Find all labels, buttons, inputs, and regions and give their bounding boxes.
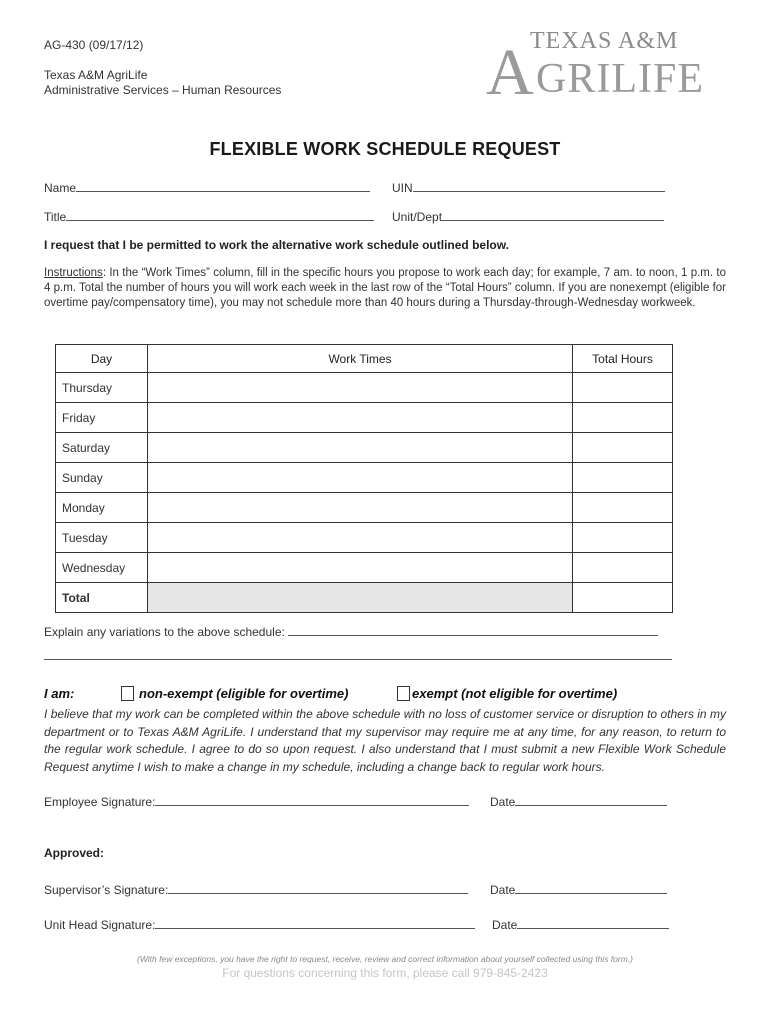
unit-field[interactable] (442, 209, 664, 221)
day-cell: Wednesday (56, 553, 148, 583)
acknowledgement-text: I believe that my work can be completed within the above schedule with no loss of customer service or disruption to others in my department or to Texas A&M AgriLife. I understand that my supervisor may require me at any time, for any reason, to return to the regular work schedule. I agree to do so upon request. I also understand that I must submit a new Flexible Work Schedule Request anytime I wish to make a change in my schedule, including a change back to regular work hours. (44, 707, 726, 774)
work-times-cell[interactable] (148, 523, 573, 553)
day-cell: Monday (56, 493, 148, 523)
work-times-cell[interactable] (148, 553, 573, 583)
explain-field-line2[interactable] (44, 659, 672, 660)
col-header-total-hours: Total Hours (573, 345, 673, 373)
instructions (44, 266, 726, 311)
unit-label: Unit/Dept (392, 210, 443, 224)
employee-date-row (490, 794, 667, 809)
unit-head-signature-row (44, 917, 475, 932)
unit-head-signature-field[interactable] (155, 917, 475, 929)
iam-label: I am: (44, 686, 75, 701)
total-hours-cell[interactable] (573, 493, 673, 523)
work-times-cell[interactable] (148, 433, 573, 463)
name-label: Name (44, 181, 77, 195)
supervisor-signature-row (44, 882, 468, 897)
total-hours-cell[interactable] (573, 373, 673, 403)
title-field[interactable] (66, 209, 374, 221)
table-row (56, 373, 673, 403)
employee-signature-label: Employee Signature: (44, 795, 156, 809)
day-cell: Friday (56, 403, 148, 433)
table-row (56, 463, 673, 493)
table-row (56, 433, 673, 463)
name-field[interactable] (76, 180, 370, 192)
page-title: FLEXIBLE WORK SCHEDULE REQUEST (209, 139, 561, 159)
total-hours-cell[interactable] (573, 433, 673, 463)
instructions-text: : In the “Work Times” column, fill in the specific hours you propose to work each day; for example, 7 am. to noon, 1 p.m. to 4 p.m. Total the number of hours you will work each week in the last row of the “Total Hours” column. If you are nonexempt (eligible for overtime pay/compensatory time), you may not schedule more than 40 hours during a Thursday-through-Wednesday workweek. (44, 267, 726, 309)
request-statement: I request that I be permitted to work the alternative work schedule outlined below. (44, 238, 509, 252)
explain-field[interactable] (288, 624, 658, 636)
logo-bottom-text: GRILIFE (536, 56, 704, 100)
supervisor-date-field[interactable] (515, 882, 667, 894)
agrilife-logo (484, 22, 724, 100)
day-cell: Tuesday (56, 523, 148, 553)
supervisor-date-row (490, 882, 667, 897)
supervisor-signature-label: Supervisor’s Signature: (44, 883, 169, 897)
total-hours-cell[interactable] (573, 553, 673, 583)
title-label: Title (44, 210, 67, 224)
work-times-cell[interactable] (148, 373, 573, 403)
table-row (56, 403, 673, 433)
uin-field[interactable] (413, 180, 665, 192)
logo-initial: A (486, 36, 534, 100)
contact-notice: For questions concerning this form, please call 979-845-2423 (222, 966, 548, 980)
total-hours-sum-cell[interactable] (573, 583, 673, 613)
work-times-cell[interactable] (148, 403, 573, 433)
work-times-cell[interactable] (148, 493, 573, 523)
exempt-label: exempt (not eligible for overtime) (412, 686, 618, 701)
uin-field-row (392, 180, 665, 195)
unit-head-date-field[interactable] (517, 917, 669, 929)
employee-date-label: Date (490, 795, 516, 809)
uin-label: UIN (392, 181, 413, 195)
day-cell: Saturday (56, 433, 148, 463)
table-row (56, 553, 673, 583)
total-shaded-cell (148, 583, 573, 613)
employee-date-field[interactable] (515, 794, 667, 806)
total-label-cell: Total (56, 583, 148, 613)
col-header-work-times: Work Times (148, 345, 573, 373)
nonexempt-label: non-exempt (eligible for overtime) (139, 686, 349, 701)
col-header-day: Day (56, 345, 148, 373)
unit-field-row (392, 209, 664, 224)
table-header-row (56, 345, 673, 373)
org-department: Administrative Services – Human Resources (44, 83, 282, 97)
instructions-label: Instructions (44, 267, 103, 279)
unit-head-date-label: Date (492, 918, 518, 932)
privacy-notice: (With few exceptions, you have the right to request, receive, review and correct information about yourself collected using this form.) (137, 954, 633, 964)
total-hours-cell[interactable] (573, 403, 673, 433)
explain-variations-row (44, 624, 658, 639)
work-times-cell[interactable] (148, 463, 573, 493)
supervisor-signature-field[interactable] (168, 882, 468, 894)
name-field-row (44, 180, 370, 195)
exempt-checkbox[interactable] (397, 686, 410, 701)
schedule-table (55, 344, 673, 613)
day-cell: Thursday (56, 373, 148, 403)
form-code: AG-430 (09/17/12) (44, 38, 144, 52)
unit-head-signature-label: Unit Head Signature: (44, 918, 156, 932)
table-row (56, 493, 673, 523)
approved-heading: Approved: (44, 846, 104, 860)
nonexempt-checkbox[interactable] (121, 686, 134, 701)
unit-head-date-row (492, 917, 669, 932)
day-cell: Sunday (56, 463, 148, 493)
explain-label: Explain any variations to the above schedule: (44, 625, 285, 639)
employee-signature-row (44, 794, 469, 809)
supervisor-date-label: Date (490, 883, 516, 897)
employee-signature-field[interactable] (155, 794, 469, 806)
org-name: Texas A&M AgriLife (44, 68, 148, 82)
total-hours-cell[interactable] (573, 523, 673, 553)
table-total-row (56, 583, 673, 613)
total-hours-cell[interactable] (573, 463, 673, 493)
logo-top-text: TEXAS A&M (530, 28, 679, 54)
table-row (56, 523, 673, 553)
title-field-row (44, 209, 374, 224)
